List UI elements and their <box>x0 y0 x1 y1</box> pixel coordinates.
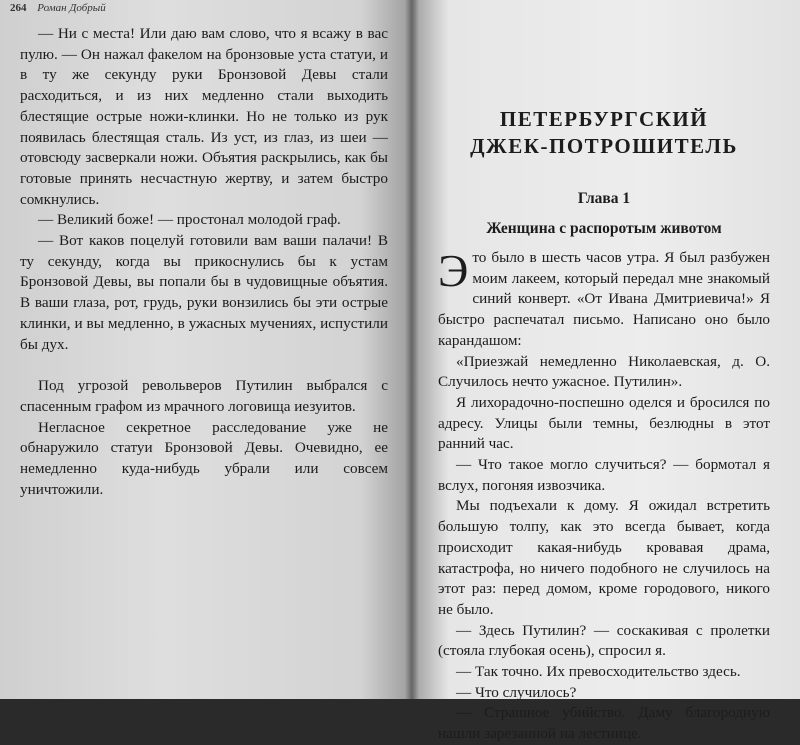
story-title-line-1: ПЕТЕРБУРГСКИЙ <box>499 107 709 131</box>
drop-cap: Э <box>438 245 469 296</box>
paragraph: — Ни с места! Или даю вам слово, что я всажу в вас пулю. — Он нажал факелом на бронзовые уста статуи, и в ту же секунду руки Бронзовой Девы стали расходиться, и из них медленно стали выходить блестящие острые ножи-клинки. Но не только из рук появилась блестящая сталь. Из уст, из глаз, из шеи — отовсюду засверкали ножи. Объятия раскрылись, как бы готовые принять несчастную жертву, и затем быстро сомкнулись. <box>20 25 388 208</box>
chapter-heading: Глава 1 <box>577 190 631 207</box>
first-paragraph <box>438 245 770 352</box>
story-title-line-2: ДЖЕК-ПОТРОШИТЕЛЬ <box>470 134 738 158</box>
running-head-author: Роман Добрый <box>37 2 106 14</box>
running-head <box>10 2 106 14</box>
paragraph: — Что случилось? <box>456 683 577 701</box>
paragraph: — Вот каков поцелуй готовили вам ваши палачи! В ту секунду, когда вы прикоснулись бы к устам Бронзовой Девы, вы попали бы в чудовищные объятия. В ваши глаза, рот, грудь, руки вонзились бы эти острые клинки, и вы медленно, в ужасных мучениях, испустили бы дух. <box>20 232 388 353</box>
chapter-title: Женщина с распоротым животом <box>486 220 722 237</box>
paragraph: «Приезжай немедленно Николаевская, д. О. Случилось нечто ужасное. Путилин». <box>438 352 770 391</box>
left-body-text <box>20 0 388 500</box>
paragraph: — Страшное убийство. Даму благородную нашли зарезанной на лестнице. <box>438 704 770 743</box>
first-paragraph-text: то было в шесть часов утра. Я был разбужен моим лакеем, который передал мне знакомый синий конверт. «От Ивана Дмитриевича!» Я быстро распечатал письмо. Написано оно было карандашом: <box>438 249 770 349</box>
story-title <box>438 106 770 160</box>
paragraph: Под угрозой револьверов Путилин выбрался с спасенным графом из мрачного логовища иезуитов. <box>20 377 388 415</box>
paragraph: — Что такое могло случиться? — бормотал я вслух, погоняя извозчика. <box>438 456 770 494</box>
right-page <box>410 0 800 743</box>
right-body-text <box>438 245 770 745</box>
paragraph: — Так точно. Их превосходительство здесь. <box>456 663 741 681</box>
left-page <box>0 0 410 699</box>
paragraph: Я лихорадочно-поспешно оделся и бросился по адресу. Улицы были темны, безлюдны в этот ранний час. <box>438 393 770 453</box>
paragraph: Мы подъехали к дому. Я ожидал встретить большую толпу, как это всегда бывает, когда происходит какая-нибудь кровавая драма, катастрофа, но ничего подобного не случилось на этот раз: перед домом, кроме городового, никого не было. <box>438 497 770 618</box>
paragraph: Негласное секретное расследование уже не обнаружило статуи Бронзовой Девы. Очевидно, ее немедленно куда-нибудь убрали или совсем уничтожили. <box>20 418 388 498</box>
paragraph: — Великий боже! — простонал молодой граф. <box>38 211 341 229</box>
paragraph: — Здесь Путилин? — соскакивая с пролетки (стояла глубокая осень), спросил я. <box>438 621 770 660</box>
page-number: 264 <box>10 2 27 14</box>
